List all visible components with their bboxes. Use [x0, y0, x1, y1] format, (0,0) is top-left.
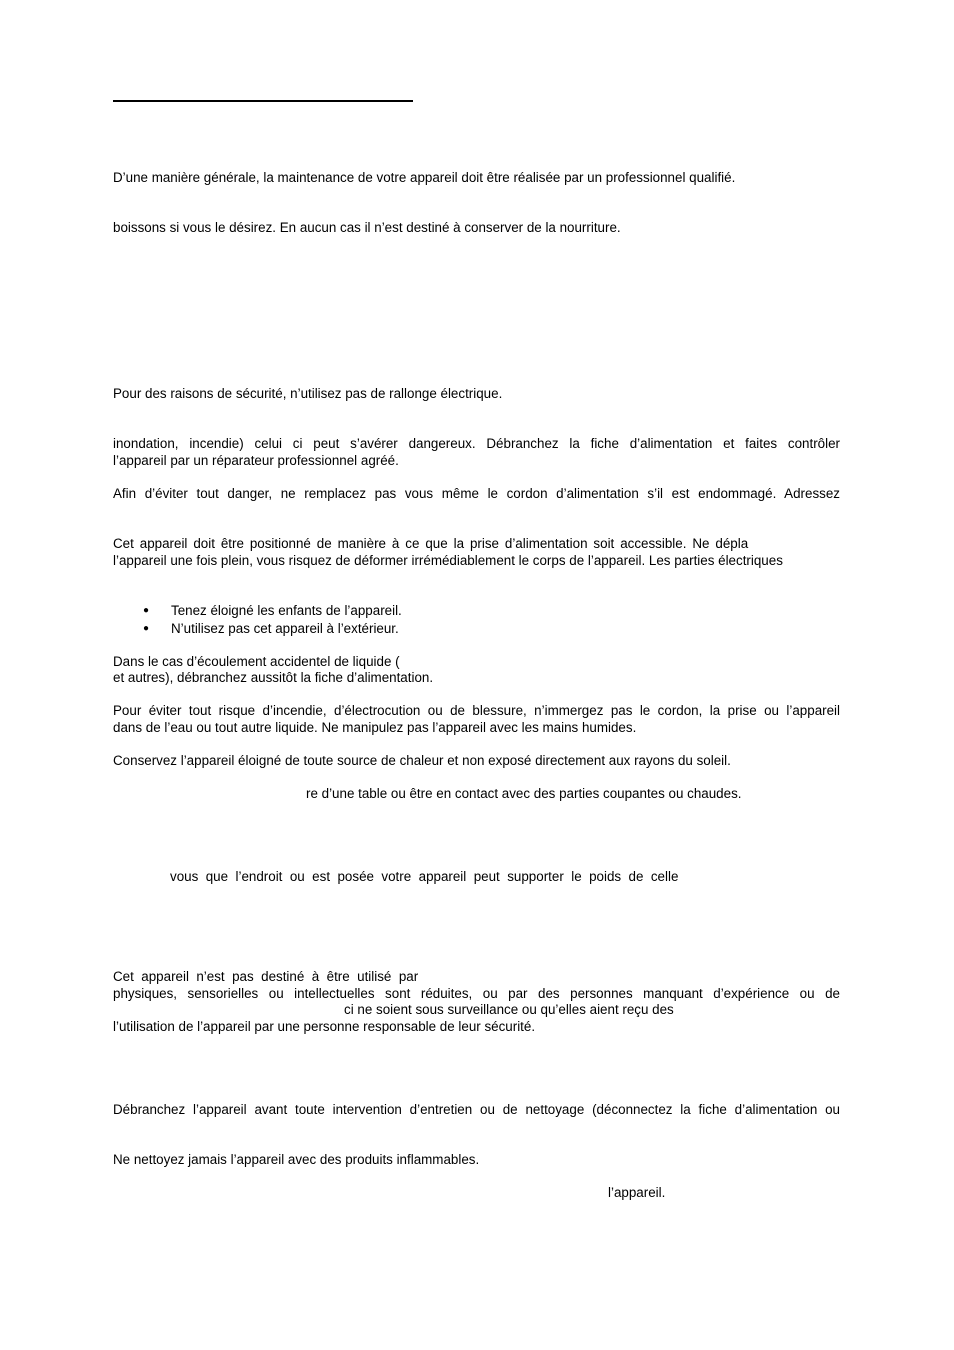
text-line: physiques, sensorielles ou intellectuelles sont réduites, ou par des personnes manquant d’expérience ou de — [113, 986, 840, 1001]
text-line: Conservez l’appareil éloigné de toute source de chaleur et non exposé directement aux rayons du soleil. — [113, 753, 731, 768]
text-line: D’une manière générale, la maintenance de votre appareil doit être réalisée par un professionnel qualifié. — [113, 170, 736, 185]
text-line: Cet appareil n’est pas destiné à être utilisé par — [113, 969, 419, 984]
text-line: Débranchez l’appareil avant toute intervention d’entretien ou de nettoyage (déconnectez la fiche d’alimentation ou — [113, 1102, 840, 1117]
text-line: et autres), débranchez aussitôt la fiche d’alimentation. — [113, 670, 434, 685]
text-line: Dans le cas d’écoulement accidentel de liquide ( — [113, 654, 400, 669]
text-line: Afin d’éviter tout danger, ne remplacez pas vous même le cordon d’alimentation s’il est endommagé. Adressez — [113, 486, 840, 501]
heading-underline — [113, 100, 413, 102]
text-line: Pour des raisons de sécurité, n’utilisez pas de rallonge électrique. — [113, 386, 503, 401]
text-line: Pour éviter tout risque d’incendie, d’électrocution ou de blessure, n’immergez pas le cordon, la prise ou l’appareil — [113, 703, 840, 718]
bullet-marker: ● — [143, 605, 150, 616]
bullet-marker: ● — [143, 623, 150, 634]
text-line: Ne nettoyez jamais l’appareil avec des produits inflammables. — [113, 1152, 480, 1167]
text-line: ci ne soient sous surveillance ou qu’elles aient reçu des — [344, 1002, 674, 1017]
text-line: re d’une table ou être en contact avec des parties coupantes ou chaudes. — [306, 786, 742, 801]
text-line: l’appareil. — [608, 1185, 666, 1200]
text-line: dans de l’eau ou tout autre liquide. Ne manipulez pas l’appareil avec les mains humides. — [113, 720, 637, 735]
text-line: l’appareil une fois plein, vous risquez de déformer irrémédiablement le corps de l’appareil. Les parties électriques — [113, 553, 783, 568]
text-line: boissons si vous le désirez. En aucun cas il n’est destiné à conserver de la nourriture. — [113, 220, 621, 235]
bullet-item: Tenez éloigné les enfants de l’appareil. — [171, 603, 402, 618]
text-line: l’utilisation de l’appareil par une personne responsable de leur sécurité. — [113, 1019, 536, 1034]
text-line: inondation, incendie) celui ci peut s’avérer dangereux. Débranchez la fiche d’alimentation et faites contrôler — [113, 436, 840, 451]
bullet-item: N’utilisez pas cet appareil à l’extérieur. — [171, 621, 399, 636]
text-line: vous que l’endroit ou est posée votre appareil peut supporter le poids de celle — [170, 869, 679, 884]
text-line: l’appareil par un réparateur professionnel agréé. — [113, 453, 399, 468]
text-line: Cet appareil doit être positionné de manière à ce que la prise d’alimentation soit accessible. Ne dépla — [113, 536, 749, 551]
